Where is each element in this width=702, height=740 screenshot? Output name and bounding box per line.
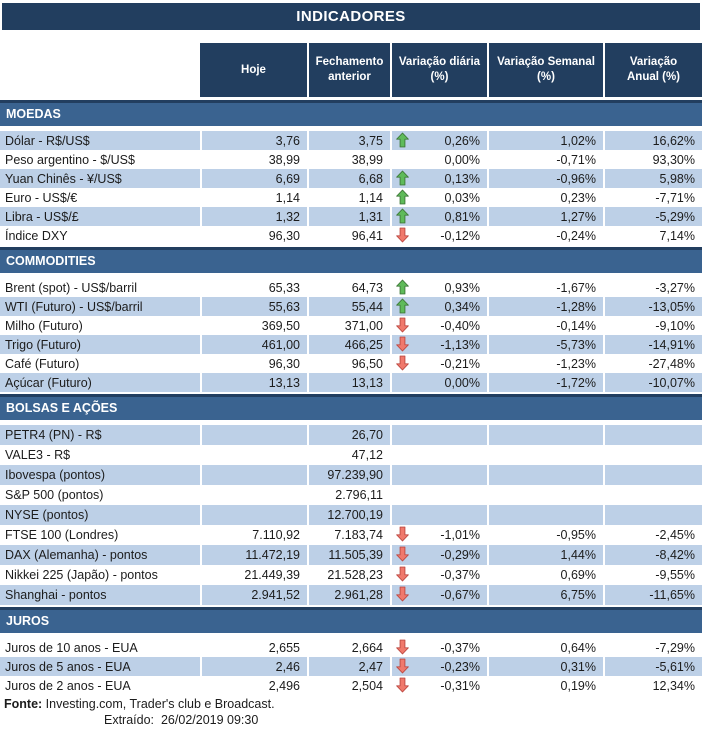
row-label: Café (Futuro): [5, 356, 80, 371]
variacao-semanal-value: [487, 445, 603, 465]
variacao-diaria-value: -0,31%: [390, 676, 487, 695]
fechamento-anterior-value: 55,44: [307, 297, 390, 316]
variacao-anual-value: -27,48%: [603, 354, 702, 373]
fechamento-anterior-value: 3,75: [307, 131, 390, 150]
fechamento-anterior-value: 1,14: [307, 188, 390, 207]
variacao-semanal-value: [487, 465, 603, 485]
variacao-semanal-value: 1,27%: [487, 207, 603, 226]
variacao-diaria-value: [390, 465, 487, 485]
variacao-semanal-value: [487, 425, 603, 445]
variacao-semanal-value: -5,73%: [487, 335, 603, 354]
row-label: DAX (Alemanha) - pontos: [0, 545, 200, 565]
variacao-anual-value: 7,14%: [603, 226, 702, 245]
source-label: Fonte:: [4, 697, 43, 711]
hoje-value: 461,00: [200, 335, 307, 354]
variacao-semanal-value: 1,44%: [487, 545, 603, 565]
extracted-label: Extraído:: [104, 713, 155, 727]
hoje-value: 38,99: [200, 150, 307, 169]
variacao-anual-value: 5,98%: [603, 169, 702, 188]
up-arrow-icon: [396, 170, 409, 186]
variacao-anual-value: [603, 505, 702, 525]
hoje-value: 55,63: [200, 297, 307, 316]
table-row: [0, 316, 702, 335]
variacao-anual-value: -9,10%: [603, 316, 702, 335]
section-header: COMMODITIES: [0, 247, 702, 273]
table-row: [0, 585, 702, 605]
hoje-value: 21.449,39: [200, 565, 307, 585]
variacao-anual-value: -3,27%: [603, 278, 702, 297]
row-label: Açúcar (Futuro): [0, 373, 200, 392]
hoje-value: 6,69: [200, 169, 307, 188]
table-row: [0, 131, 702, 150]
fechamento-anterior-value: 12.700,19: [307, 505, 390, 525]
up-arrow-icon: [396, 279, 409, 295]
variacao-semanal-value: 0,31%: [487, 657, 603, 676]
hoje-value: [200, 445, 307, 465]
down-arrow-icon: [396, 336, 409, 352]
table-row: [0, 169, 702, 188]
col-header-anual-label: Variação Anual (%): [626, 56, 681, 83]
hoje-value: 1,32: [200, 207, 307, 226]
section-header: MOEDAS: [0, 100, 702, 126]
table-row: [0, 373, 702, 392]
variacao-semanal-value: -1,72%: [487, 373, 603, 392]
variacao-diaria-value: -0,40%: [390, 316, 487, 335]
row-label: Ibovespa (pontos): [0, 465, 200, 485]
header-spacer: [0, 43, 200, 97]
extracted-value: 26/02/2019 09:30: [160, 713, 259, 727]
hoje-value: 96,30: [200, 354, 307, 373]
variacao-diaria-value: -0,21%: [390, 354, 487, 373]
variacao-anual-value: -5,61%: [603, 657, 702, 676]
variacao-diaria-value: 0,34%: [390, 297, 487, 316]
variacao-anual-value: [603, 425, 702, 445]
row-label: Juros de 2 anos - EUA: [5, 678, 131, 693]
row-label: Libra - US$/£: [0, 207, 200, 226]
row-label: Brent (spot) - US$/barril: [5, 280, 137, 295]
table-row: [0, 657, 702, 676]
fechamento-anterior-value: 2.961,28: [307, 585, 390, 605]
variacao-diaria-value: 0,00%: [390, 373, 487, 392]
row-label: S&P 500 (pontos): [5, 488, 104, 502]
row-label: Milho (Futuro): [5, 318, 83, 333]
fechamento-anterior-value: 26,70: [307, 425, 390, 445]
table-row: [0, 545, 702, 565]
fechamento-anterior-value: 2,47: [307, 657, 390, 676]
variacao-diaria-value: -1,01%: [390, 525, 487, 545]
variacao-anual-value: -10,07%: [603, 373, 702, 392]
col-header-hoje: [200, 43, 307, 97]
variacao-diaria-value: -0,12%: [390, 226, 487, 245]
column-headers: [0, 43, 702, 97]
variacao-semanal-value: -1,28%: [487, 297, 603, 316]
down-arrow-icon: [396, 639, 409, 655]
fechamento-anterior-value: 6,68: [307, 169, 390, 188]
hoje-value: [200, 505, 307, 525]
row-label: Yuan Chinês - ¥/US$: [0, 169, 200, 188]
variacao-anual-value: -2,45%: [603, 525, 702, 545]
down-arrow-icon: [396, 658, 409, 674]
col-header-hoje-label: Hoje: [241, 63, 266, 76]
hoje-value: 3,76: [200, 131, 307, 150]
source-line: [4, 696, 275, 712]
col-header-diaria-label: Variação diária (%): [398, 56, 481, 83]
row-label: Juros de 5 anos - EUA: [0, 657, 200, 676]
col-header-semanal-label: Variação Semanal (%): [497, 56, 595, 83]
col-header-variacao-anual: [603, 43, 702, 97]
fechamento-anterior-value: 2,664: [307, 638, 390, 657]
fechamento-anterior-value: 466,25: [307, 335, 390, 354]
down-arrow-icon: [396, 546, 409, 562]
variacao-diaria-value: -0,29%: [390, 545, 487, 565]
hoje-value: 1,14: [200, 188, 307, 207]
variacao-anual-value: [603, 465, 702, 485]
variacao-diaria-value: 0,03%: [390, 188, 487, 207]
extracted-line: [4, 712, 275, 728]
section-header: JUROS: [0, 607, 702, 633]
table-row: [0, 335, 702, 354]
row-label: NYSE (pontos): [0, 505, 200, 525]
variacao-anual-value: -13,05%: [603, 297, 702, 316]
down-arrow-icon: [396, 586, 409, 602]
variacao-diaria-value: -0,37%: [390, 638, 487, 657]
hoje-value: 96,30: [200, 226, 307, 245]
down-arrow-icon: [396, 566, 409, 582]
table-row: [0, 445, 702, 465]
up-arrow-icon: [396, 208, 409, 224]
fechamento-anterior-value: 96,50: [307, 354, 390, 373]
variacao-semanal-value: -0,95%: [487, 525, 603, 545]
fechamento-anterior-value: 1,31: [307, 207, 390, 226]
fechamento-anterior-value: 371,00: [307, 316, 390, 335]
section: [0, 247, 702, 392]
hoje-value: 2,46: [200, 657, 307, 676]
section: [0, 394, 702, 605]
variacao-anual-value: -8,42%: [603, 545, 702, 565]
table-row: [0, 150, 702, 169]
table-row: [0, 485, 702, 505]
variacao-semanal-value: [487, 505, 603, 525]
fechamento-anterior-value: 97.239,90: [307, 465, 390, 485]
down-arrow-icon: [396, 526, 409, 542]
table-row: [0, 278, 702, 297]
table-row: [0, 207, 702, 226]
row-label: Nikkei 225 (Japão) - pontos: [5, 568, 158, 582]
hoje-value: [200, 465, 307, 485]
table-row: [0, 425, 702, 445]
col-header-variacao-semanal: [487, 43, 603, 97]
variacao-diaria-value: [390, 445, 487, 465]
variacao-anual-value: -11,65%: [603, 585, 702, 605]
variacao-diaria-value: 0,81%: [390, 207, 487, 226]
col-header-fechamento-label: Fechamento anterior: [315, 56, 384, 83]
variacao-anual-value: -7,71%: [603, 188, 702, 207]
fechamento-anterior-value: 21.528,23: [307, 565, 390, 585]
row-label: Índice DXY: [5, 228, 68, 243]
variacao-anual-value: -9,55%: [603, 565, 702, 585]
row-label: Trigo (Futuro): [0, 335, 200, 354]
table-row: [0, 638, 702, 657]
fechamento-anterior-value: 13,13: [307, 373, 390, 392]
down-arrow-icon: [396, 677, 409, 693]
variacao-semanal-value: -1,23%: [487, 354, 603, 373]
fechamento-anterior-value: 7.183,74: [307, 525, 390, 545]
fechamento-anterior-value: 47,12: [307, 445, 390, 465]
variacao-diaria-value: 0,00%: [390, 150, 487, 169]
down-arrow-icon: [396, 355, 409, 371]
fechamento-anterior-value: 64,73: [307, 278, 390, 297]
hoje-value: 2.941,52: [200, 585, 307, 605]
hoje-value: 2,496: [200, 676, 307, 695]
up-arrow-icon: [396, 298, 409, 314]
up-arrow-icon: [396, 132, 409, 148]
variacao-semanal-value: 6,75%: [487, 585, 603, 605]
table-row: [0, 188, 702, 207]
table-row: [0, 565, 702, 585]
variacao-semanal-value: [487, 485, 603, 505]
table-row: [0, 676, 702, 695]
table-row: [0, 226, 702, 245]
hoje-value: 65,33: [200, 278, 307, 297]
row-label: Peso argentino - $/US$: [5, 152, 135, 167]
row-label: VALE3 - R$: [5, 448, 71, 462]
hoje-value: 13,13: [200, 373, 307, 392]
hoje-value: 11.472,19: [200, 545, 307, 565]
table-row: [0, 354, 702, 373]
table-row: [0, 297, 702, 316]
variacao-anual-value: -7,29%: [603, 638, 702, 657]
variacao-diaria-value: -0,67%: [390, 585, 487, 605]
row-label: Juros de 10 anos - EUA: [5, 640, 138, 655]
variacao-anual-value: -14,91%: [603, 335, 702, 354]
source-text: Investing.com, Trader's club e Broadcast.: [42, 697, 275, 711]
table-row: [0, 465, 702, 485]
variacao-semanal-value: -1,67%: [487, 278, 603, 297]
down-arrow-icon: [396, 227, 409, 243]
section: [0, 607, 702, 695]
section: [0, 100, 702, 245]
row-label: Dólar - R$/US$: [0, 131, 200, 150]
fechamento-anterior-value: 38,99: [307, 150, 390, 169]
row-label: FTSE 100 (Londres): [5, 528, 119, 542]
row-label: WTI (Futuro) - US$/barril: [0, 297, 200, 316]
table-sections: [0, 100, 702, 695]
hoje-value: [200, 485, 307, 505]
hoje-value: 369,50: [200, 316, 307, 335]
hoje-value: [200, 425, 307, 445]
hoje-value: 7.110,92: [200, 525, 307, 545]
variacao-diaria-value: -0,23%: [390, 657, 487, 676]
col-header-fechamento-anterior: [307, 43, 390, 97]
page-title: INDICADORES: [2, 3, 700, 30]
table-row: [0, 525, 702, 545]
variacao-semanal-value: -0,96%: [487, 169, 603, 188]
variacao-semanal-value: 1,02%: [487, 131, 603, 150]
variacao-semanal-value: 0,64%: [487, 638, 603, 657]
section-header: BOLSAS E AÇÕES: [0, 394, 702, 420]
variacao-anual-value: 93,30%: [603, 150, 702, 169]
variacao-diaria-value: -1,13%: [390, 335, 487, 354]
fechamento-anterior-value: 96,41: [307, 226, 390, 245]
row-label: Shanghai - pontos: [0, 585, 200, 605]
variacao-diaria-value: 0,26%: [390, 131, 487, 150]
hoje-value: 2,655: [200, 638, 307, 657]
table-row: [0, 505, 702, 525]
variacao-diaria-value: -0,37%: [390, 565, 487, 585]
variacao-anual-value: -5,29%: [603, 207, 702, 226]
variacao-semanal-value: 0,69%: [487, 565, 603, 585]
variacao-diaria-value: [390, 485, 487, 505]
footer: [4, 696, 275, 728]
variacao-semanal-value: -0,24%: [487, 226, 603, 245]
fechamento-anterior-value: 2,504: [307, 676, 390, 695]
fechamento-anterior-value: 2.796,11: [307, 485, 390, 505]
fechamento-anterior-value: 11.505,39: [307, 545, 390, 565]
variacao-semanal-value: 0,23%: [487, 188, 603, 207]
down-arrow-icon: [396, 317, 409, 333]
up-arrow-icon: [396, 189, 409, 205]
row-label: Euro - US$/€: [5, 190, 78, 205]
variacao-anual-value: 16,62%: [603, 131, 702, 150]
variacao-semanal-value: -0,14%: [487, 316, 603, 335]
variacao-anual-value: [603, 445, 702, 465]
variacao-anual-value: [603, 485, 702, 505]
variacao-anual-value: 12,34%: [603, 676, 702, 695]
variacao-diaria-value: 0,93%: [390, 278, 487, 297]
variacao-diaria-value: 0,13%: [390, 169, 487, 188]
row-label: PETR4 (PN) - R$: [0, 425, 200, 445]
variacao-diaria-value: [390, 425, 487, 445]
col-header-variacao-diaria: [390, 43, 487, 97]
variacao-diaria-value: [390, 505, 487, 525]
variacao-semanal-value: 0,19%: [487, 676, 603, 695]
variacao-semanal-value: -0,71%: [487, 150, 603, 169]
